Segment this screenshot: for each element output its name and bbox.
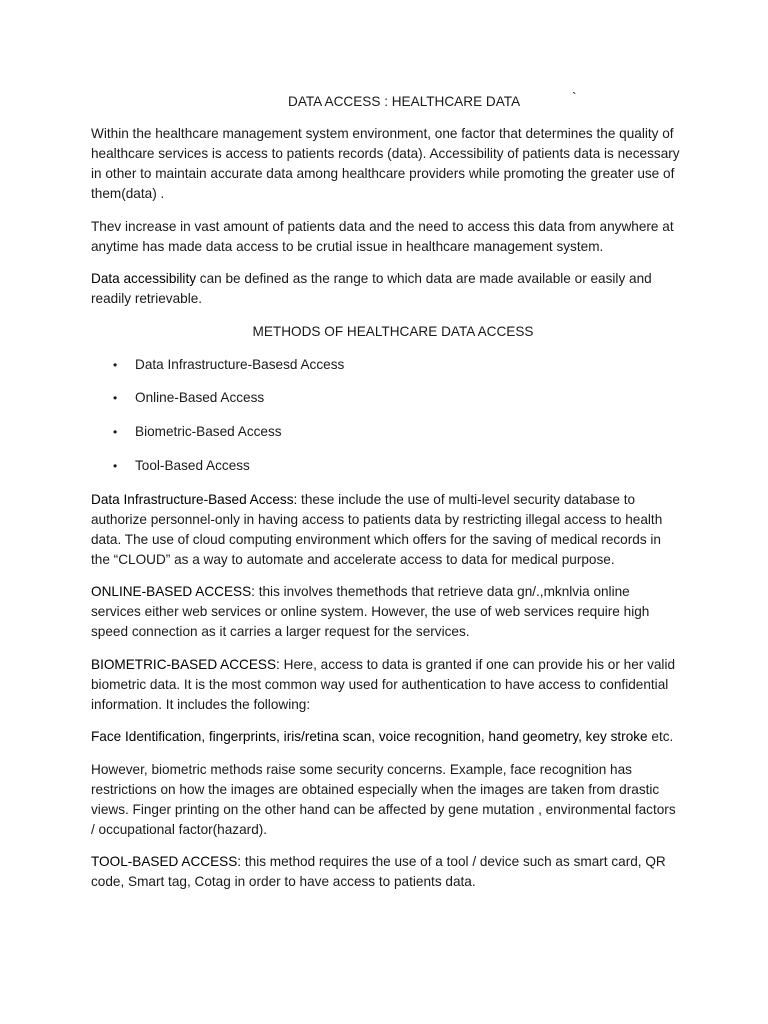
list-item-label: Data Infrastructure-Basesd Access <box>135 356 345 372</box>
list-item <box>91 456 681 476</box>
methods-list <box>91 355 681 476</box>
bullet-icon: • <box>113 425 118 440</box>
biometric-paragraph <box>91 655 681 715</box>
list-item <box>91 355 681 375</box>
biometric-text: Here, access to data is granted if one can provide his or her valid biometric data. It is the most common way used for authentication to have access to confidential information. It includes the following: <box>91 656 676 712</box>
title-stray-mark: ` <box>572 90 577 105</box>
online-text: this involves themethods that retrieve data gn/.,mknlvia online services either web services or online system. However, the use of web services require high speed connection as it carries a larger request for the services. <box>91 584 650 640</box>
biometric-types-etc: etc. <box>647 729 674 745</box>
accessibility-paragraph <box>91 269 681 309</box>
concerns-paragraph: However, biometric methods raise some security concerns. Example, face recognition has restrictions on how the images are obtained especially when the images are taken from drastic views. Finger printing on the other hand can be affected by gene mutation , environmental factors / occupational factor(hazard). <box>91 761 676 837</box>
biometric-types: Face Identification, fingerprints, iris/retina scan, voice recognition, hand geometry, key stroke <box>91 729 648 745</box>
bullet-icon: • <box>113 391 118 406</box>
list-item <box>91 422 681 442</box>
tool-term: TOOL-BASED ACCESS: <box>91 854 242 870</box>
list-item-label: Biometric-Based Access <box>135 424 282 440</box>
title-line <box>0 92 768 112</box>
tool-paragraph <box>91 852 681 892</box>
online-term: ONLINE-BASED ACCESS: <box>91 584 255 600</box>
bullet-icon: • <box>113 458 118 473</box>
online-paragraph <box>91 582 681 642</box>
list-item-label: Online-Based Access <box>135 390 265 406</box>
methods-heading: METHODS OF HEALTHCARE DATA ACCESS <box>252 323 534 339</box>
increase-paragraph: Thev increase in vast amount of patients data and the need to access this data from anywhere at anytime has made data access to be crutial issue in healthcare management system. <box>91 218 674 254</box>
document-body <box>91 124 681 905</box>
accessibility-definition: can be defined as the range to which data are made available or easily and readily retrievable. <box>91 271 652 306</box>
list-item-label: Tool-Based Access <box>135 457 250 473</box>
biometric-types-paragraph <box>91 727 681 747</box>
biometric-term: BIOMETRIC-BASED ACCESS: <box>91 656 280 672</box>
tool-text: this method requires the use of a tool / device such as smart card, QR code, Smart tag, Cotag in order to have access to patients data. <box>91 854 666 890</box>
infrastructure-text: these include the use of multi-level security database to authorize personnel-only in having access to patients data by restricting illegal access to health data. The use of cloud computing environment which offers for the saving of medical records in the “CLOUD” as a way to automate and accelerate access to data for medical purpose. <box>91 491 663 567</box>
infrastructure-paragraph <box>91 490 681 570</box>
list-item <box>91 388 681 408</box>
bullet-icon: • <box>113 357 118 372</box>
infrastructure-term: Data Infrastructure-Based Access: <box>91 491 298 507</box>
intro-paragraph: Within the healthcare management system environment, one factor that determines the quality of healthcare services is access to patients records (data). Accessibility of patients data is necessary in other to maintain accurate data among healthcare providers while promoting the greater use of them(data) . <box>91 126 680 201</box>
document-title: DATA ACCESS : HEALTHCARE DATA <box>288 94 521 109</box>
accessibility-term: Data accessibility <box>91 271 197 286</box>
